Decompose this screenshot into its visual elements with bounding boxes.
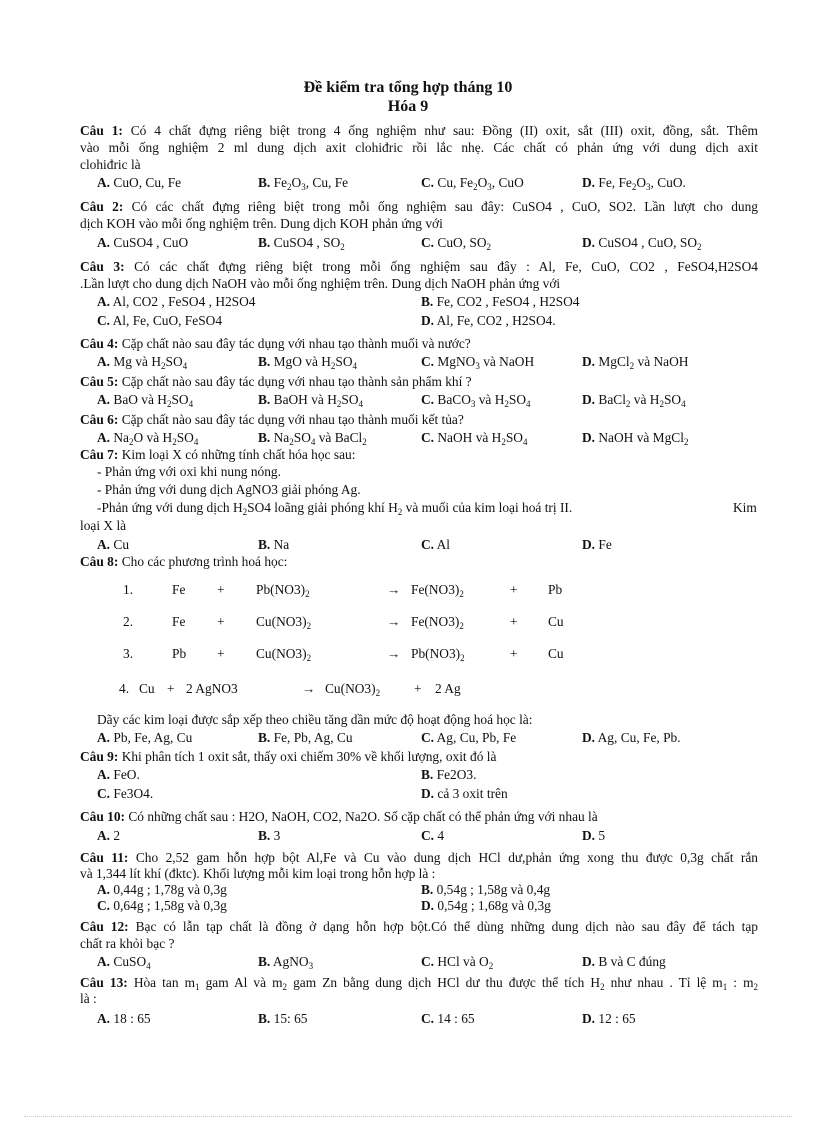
question-3-option-a: A. Al, CO2 , FeSO4 , H2SO4 xyxy=(97,294,256,309)
question-5-text: Câu 5: Cặp chất nào sau đây tác dụng với nhau tạo thành sản phẩm khí ? xyxy=(80,374,472,389)
question-8-option-b: B. Fe, Pb, Ag, Cu xyxy=(258,730,353,745)
page-subtitle: Hóa 9 xyxy=(387,98,429,115)
question-2-line-1: Câu 2: Có các chất đựng riêng biệt trong mỗi ống nghiệm sau đây: CuSO4 , CuO, SO2. Lần lượt cho dung xyxy=(80,199,758,214)
question-7-property-3-end: Kim xyxy=(733,500,757,515)
question-5-option-d: D. BaCl$_2$ và $H_2SO_4$ xyxy=(582,392,686,409)
question-13-option-b: B. 15: 65 xyxy=(258,1011,308,1026)
question-6-option-c: C. NaOH và $H_2SO_4$ xyxy=(421,430,528,447)
question-13-option-c: C. 14 : 65 xyxy=(421,1011,475,1026)
question-12-option-a: A. CuSO$_4$ xyxy=(97,954,151,971)
question-6-option-a: A. $Na_2O$ và $H_2SO_4$ xyxy=(97,430,199,447)
question-11-option-c: C. 0,64g ; 1,58g và 0,3g xyxy=(97,898,227,913)
question-7-option-a: A. Cu xyxy=(97,537,130,552)
question-2-option-a: A. CuSO4 , CuO xyxy=(97,235,189,250)
question-11-option-b: B. 0,54g ; 1,58g và 0,4g xyxy=(421,882,551,897)
question-11-option-a: A. 0,44g ; 1,78g và 0,3g xyxy=(97,882,227,897)
question-9-option-a: A. FeO. xyxy=(97,767,140,782)
question-10-option-b: B. 3 xyxy=(258,828,281,843)
question-12-option-b: B. AgNO$_3$ xyxy=(258,954,314,971)
question-9-option-d: D. cả 3 oxit trên xyxy=(421,786,508,801)
question-5-option-c: C. BaCO$_3$ và $H_2SO_4$ xyxy=(421,392,531,409)
question-1-option-d: D. Fe, $Fe_2O_3$, CuO. xyxy=(582,175,686,192)
question-11-line-2: và 1,344 lít khí (đktc). Khối lượng mỗi kim loại trong hỗn hợp là : xyxy=(80,866,436,881)
question-7-property-1: - Phản ứng với oxi khi nung nóng. xyxy=(97,464,281,479)
question-9-option-b: B. Fe2O3. xyxy=(421,767,477,782)
question-1-line-3: clohiđric là xyxy=(80,157,141,172)
question-7-option-d: D. Fe xyxy=(582,537,612,552)
question-1-option-c: C. Cu, $Fe_2O_3$, CuO xyxy=(421,175,524,192)
question-8-option-c: C. Ag, Cu, Pb, Fe xyxy=(421,730,517,745)
question-13-option-a: A. 18 : 65 xyxy=(97,1011,151,1026)
question-8-option-d: D. Ag, Cu, Fe, Pb. xyxy=(582,730,681,745)
question-7-prompt: loại X là xyxy=(80,518,127,533)
document-page: Đề kiểm tra tổng hợp tháng 10 Hóa 9 Câu 1: Có 4 chất đựng riêng biệt trong 4 ống nghiệm như sau: Đồng (II) oxit, sắt (III) oxit, đồng, sắt. Thêm vào mỗi ống nghiệm 2 ml dung dịch axit clohiđric rồi lắc nhẹ. Các chất có phản ứng với dung dịch axit clohiđric là A. CuO, Cu, Fe B. $Fe_2O_3$, Cu, Fe C. Cu, $Fe_2O_3$, CuO D. Fe, $Fe_2O_3$, CuO. Câu 2: Có các chất đựng riêng biệt trong mỗi ống nghiệm sau đây: CuSO4 , CuO, SO2. Lần lượt cho dung dịch KOH vào mỗi ống nghiệm trên. Dung dịch KOH phản ứng với A. CuSO4 , CuO B. CuSO4 , $SO_2$ C. CuO, $SO_2$ D. CuSO4 , CuO, $SO_2$ Câu 3: Có các chất đựng riêng biệt trong mỗi ống nghiệm sau đây : Al, Fe, CuO, CO2 , FeSO4,H2SO4 .Lần lượt cho dung dịch NaOH vào mỗi ống nghiệm trên. Dung dịch NaOH phản ứng với A. Al, CO2 , FeSO4 , H2SO4 B. Fe, CO2 , FeSO4 , H2SO4 C. Al, Fe, CuO, FeSO4 D. Al, Fe, CO2 , H2SO4. Câu 4: Cặp chất nào sau đây tác dụng với nhau tạo thành muối và nước? A. Mg và $H_2SO_4$ B. MgO và $H_2SO_4$ C. MgNO$_3$ và NaOH D. MgCl$_2$ và NaOH Câu 5: Cặp chất nào sau đây tác dụng với nhau tạo thành sản phẩm khí ? A. BaO và $H_2SO_4$ B. BaOH và $H_2SO_4$ C. BaCO$_3$ và $H_2SO_4$ D. BaCl$_2$ và $H_2SO_4$ Câu 6: Cặp chất nào sau đây tác dụng với nhau tạo thành muối kết tủa? A. $Na_2O$ và $H_2SO_4$ B. $Na_2SO_4$ và BaCl$_2$ C. NaOH và $H_2SO_4$ D. NaOH và MgCl$_2$ Câu 7: Kim loại X có những tính chất hóa học sau: - Phản ứng với oxi khi nung nóng. - Phản ứng với dung dịch AgNO3 giải phóng Ag. -Phản ứng với dung dịch $H_2SO4$ loãng giải phóng khí $H_2$ và muối của kim loại hoá trị II. Kim loại X là A. Cu B. Na C. Al D. Fe Câu 8: Cho các phương trình hoá học: 1. Fe + $Pb(NO3)_2$ → $Fe(NO3)_2$ + Pb 2. Fe + $Cu(NO3)_2$ → $Fe(NO3)_2$ + Cu 3. Pb + $Cu(NO3)_2$ → $Pb(NO3)_2$ + Cu 4. Cu + 2 AgNO3 → $Cu(NO3)_2$ + 2 Ag Dãy các kim loại được sắp xếp theo chiều tăng dần mức độ hoạt động hoá học là: A. Pb, Fe, Ag, Cu B. Fe, Pb, Ag, Cu C. Ag, Cu, Pb, Fe D. Ag, Cu, Fe, Pb. Câu 9: Khi phân tích 1 oxit sắt, thấy oxi chiếm 30% về khối lượng, oxit đó là A. FeO. B. Fe2O3. C. Fe3O4. D. cả 3 oxit trên Câu 10: Có những chất sau : H2O, NaOH, CO2, Na2O. Số cặp chất có thể phản ứng với nhau là A. 2 B. 3 C. 4 D. 5 Câu 11: Cho 2,52 gam hỗn hợp bột Al,Fe và Cu vào dung dịch HCl dư,phản ứng xong thu được 0,3g chất rắn và 1,344 lít khí (đktc). Khối lượng mỗi kim loại trong hỗn hợp là : A. 0,44g ; 1,78g và 0,3g B. 0,54g ; 1,58g và 0,4g C. 0,64g ; 1,58g và 0,3g D. 0,54g ; 1,68g và 0,3g Câu 12: Bạc có lẫn tạp chất là đồng ở dạng hỗn hợp bột.Có thể dùng những dung dịch nào sau đây để tách tạp chất ra khỏi bạc ? A. CuSO$_4$ B. AgNO$_3$ C. HCl và $O_2$ D. B và C đúng Câu 13: Hòa $\tan m_1$ gam Al và $m_2$ gam Zn bằng dung dịch HCl dư thu được thể tích $H_2$ như nhau . Tỉ lệ $m_1$ : $m_2$ là : A. 18 : 65 B. 15: 65 C. 14 : 65 D. 12 : 65 xyxy=(0,0,816,1123)
question-13-option-d: D. 12 : 65 xyxy=(582,1011,636,1026)
page-title: Đề kiểm tra tổng hợp tháng 10 xyxy=(303,79,513,96)
question-13-line-2: là : xyxy=(80,991,97,1006)
question-4-option-b: B. MgO và $H_2SO_4$ xyxy=(258,354,358,371)
question-2-option-d: D. CuSO4 , CuO, $SO_2$ xyxy=(582,235,702,252)
question-5-option-a: A. BaO và $H_2SO_4$ xyxy=(97,392,194,409)
question-8-text: Câu 8: Cho các phương trình hoá học: xyxy=(80,554,288,569)
page-bottom-divider xyxy=(24,1116,792,1117)
question-3-option-d: D. Al, Fe, CO2 , H2SO4. xyxy=(421,313,556,328)
question-2-option-b: B. CuSO4 , $SO_2$ xyxy=(258,235,345,252)
question-12-option-d: D. B và C đúng xyxy=(582,954,666,969)
question-2-option-c: C. CuO, $SO_2$ xyxy=(421,235,492,252)
question-10-option-d: D. 5 xyxy=(582,828,606,843)
question-10-text: Câu 10: Có những chất sau : H2O, NaOH, CO2, Na2O. Số cặp chất có thể phản ứng với nhau là xyxy=(80,809,598,824)
question-3-line-2: .Lần lượt cho dung dịch NaOH vào mỗi ống nghiệm trên. Dung dịch NaOH phản ứng với xyxy=(80,276,561,291)
question-10-option-c: C. 4 xyxy=(421,828,445,843)
question-10-option-a: A. 2 xyxy=(97,828,121,843)
question-3-option-b: B. Fe, CO2 , FeSO4 , H2SO4 xyxy=(421,294,580,309)
question-1-option-a: A. CuO, Cu, Fe xyxy=(97,175,182,190)
question-12-option-c: C. HCl và $O_2$ xyxy=(421,954,494,971)
question-4-option-c: C. MgNO$_3$ và NaOH xyxy=(421,354,535,371)
question-4-option-d: D. MgCl$_2$ và NaOH xyxy=(582,354,689,371)
question-7-property-2: - Phản ứng với dung dịch AgNO3 giải phóng Ag. xyxy=(97,482,361,497)
question-13-line-1: Câu 13: Hòa $\tan m_1$ gam Al và $m_2$ gam Zn bằng dung dịch HCl dư thu được thể tích $H_2$ như nhau . Tỉ lệ $m_1$ : $m_2$ xyxy=(80,975,758,992)
question-4-option-a: A. Mg và $H_2SO_4$ xyxy=(97,354,188,371)
question-5-option-b: B. BaOH và $H_2SO_4$ xyxy=(258,392,363,409)
question-1-line-2: vào mỗi ống nghiệm 2 ml dung dịch axit clohiđric rồi lắc nhẹ. Các chất có phản ứng với dung dịch axit xyxy=(80,140,758,155)
question-9-option-c: C. Fe3O4. xyxy=(97,786,154,801)
question-1-option-b: B. $Fe_2O_3$, Cu, Fe xyxy=(258,175,349,192)
question-8-prompt: Dãy các kim loại được sắp xếp theo chiều tăng dần mức độ hoạt động hoá học là: xyxy=(97,712,533,727)
question-7-option-c: C. Al xyxy=(421,537,451,552)
question-3-line-1: Câu 3: Có các chất đựng riêng biệt trong mỗi ống nghiệm sau đây : Al, Fe, CuO, CO2 , FeSO4,H2SO4 xyxy=(80,259,758,274)
question-6-text: Câu 6: Cặp chất nào sau đây tác dụng với nhau tạo thành muối kết tủa? xyxy=(80,412,464,427)
question-7-text: Câu 7: Kim loại X có những tính chất hóa học sau: xyxy=(80,447,356,462)
question-11-line-1: Câu 11: Cho 2,52 gam hỗn hợp bột Al,Fe và Cu vào dung dịch HCl dư,phản ứng xong thu được 0,3g chất rắn xyxy=(80,850,758,865)
question-3-option-c: C. Al, Fe, CuO, FeSO4 xyxy=(97,313,223,328)
question-9-text: Câu 9: Khi phân tích 1 oxit sắt, thấy oxi chiếm 30% về khối lượng, oxit đó là xyxy=(80,749,497,764)
question-1-line-1: Câu 1: Có 4 chất đựng riêng biệt trong 4 ống nghiệm như sau: Đồng (II) oxit, sắt (III) oxit, đồng, sắt. Thêm xyxy=(80,123,758,138)
question-6-option-d: D. NaOH và MgCl$_2$ xyxy=(582,430,689,447)
question-11-option-d: D. 0,54g ; 1,68g và 0,3g xyxy=(421,898,551,913)
question-12-line-2: chất ra khỏi bạc ? xyxy=(80,936,175,951)
question-2-line-2: dịch KOH vào mỗi ống nghiệm trên. Dung dịch KOH phản ứng với xyxy=(80,216,443,231)
question-7-property-3: -Phản ứng với dung dịch $H_2SO4$ loãng giải phóng khí $H_2$ và muối của kim loại hoá trị II. xyxy=(97,500,573,517)
question-12-line-1: Câu 12: Bạc có lẫn tạp chất là đồng ở dạng hỗn hợp bột.Có thể dùng những dung dịch nào sau đây để tách tạp xyxy=(80,919,758,934)
question-7-option-b: B. Na xyxy=(258,537,290,552)
question-8-option-a: A. Pb, Fe, Ag, Cu xyxy=(97,730,193,745)
question-4-text: Câu 4: Cặp chất nào sau đây tác dụng với nhau tạo thành muối và nước? xyxy=(80,336,471,351)
question-6-option-b: B. $Na_2SO_4$ và BaCl$_2$ xyxy=(258,430,367,447)
